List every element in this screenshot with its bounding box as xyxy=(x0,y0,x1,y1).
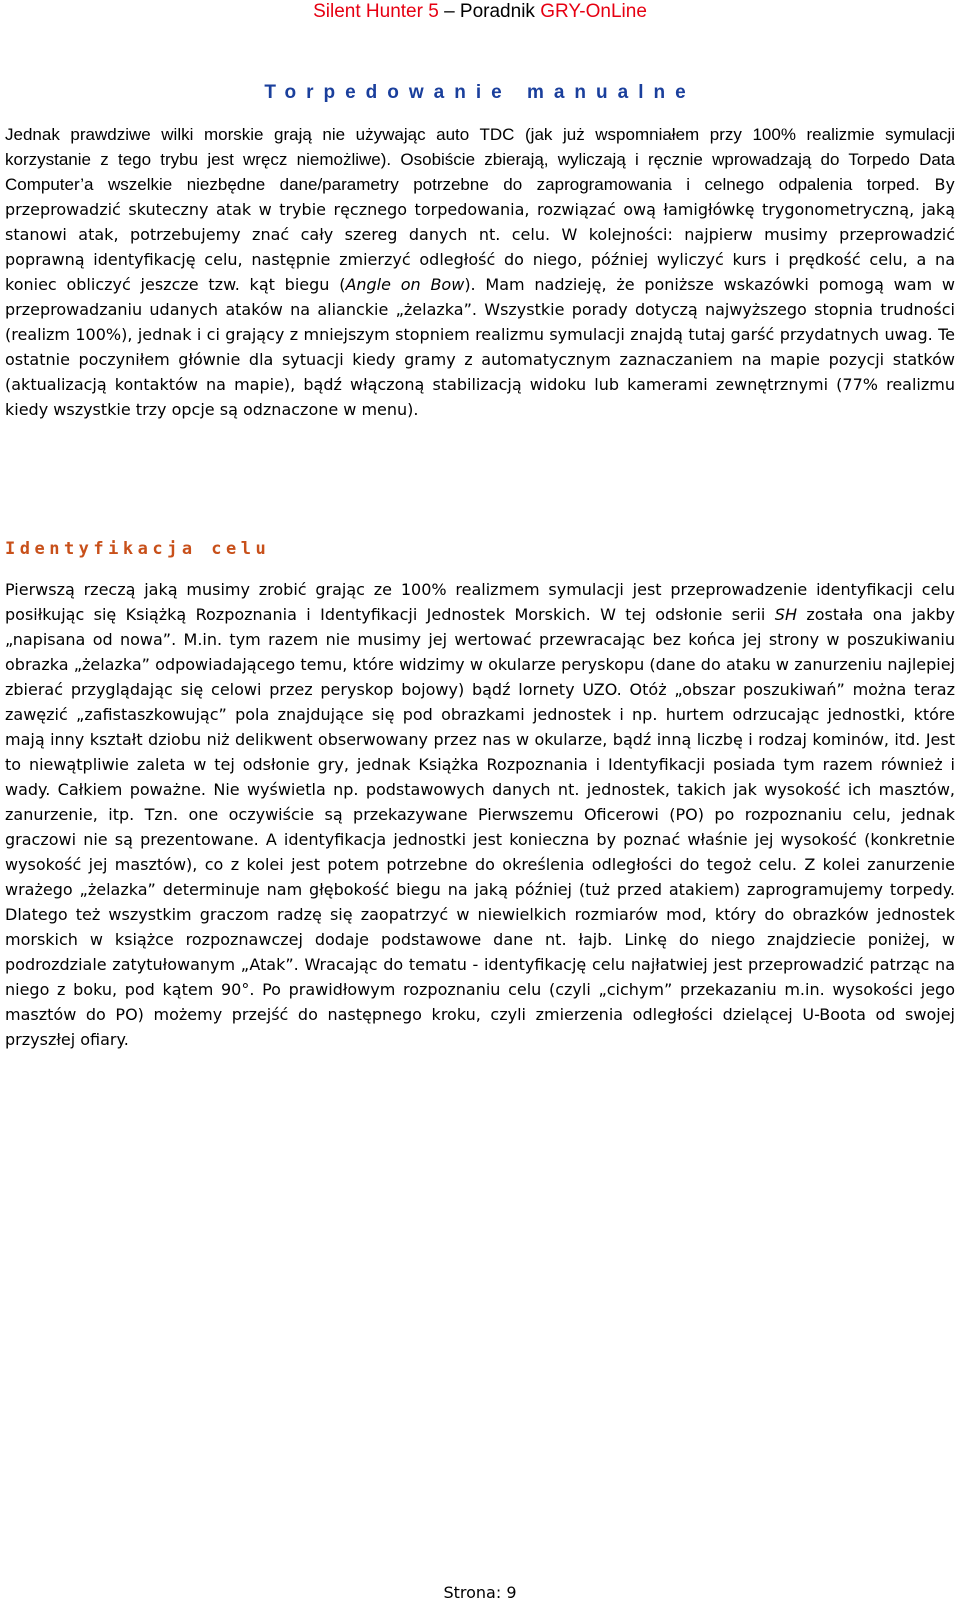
page-header xyxy=(0,0,960,24)
paragraph-text: Pierwszą rzeczą jaką musimy zrobić grając ze 100% realizmem symulacji jest przeprowadzenie identyfikacji celu posiłkując się Książką Rozpoznania i Identyfikacji Jednostek Morskich. W tej odsłonie serii xyxy=(5,580,955,624)
page-number: Strona: 9 xyxy=(443,1583,517,1602)
paragraph-manual-torpedo xyxy=(5,122,955,422)
section-heading-target-identification: Identyfikacja celu xyxy=(5,539,271,559)
paragraph-italic-term: Angle on Bow xyxy=(345,275,465,294)
paragraph-text: By przeprowadzić skuteczny atak w trybie ręcznego torpedowania, rozwiązać ową łamigłówkę trygonometryczną, jaką stanowi atak, potrzebujemy znać cały szereg danych nt. celu. W kolejności: najpierw musimy przeprowadzić poprawną identyfikację celu, następnie zmierzyć odległość do niego, później wyliczyć kurs i prędkość celu, a na koniec obliczyć jeszcze tzw. kąt biegu ( xyxy=(5,175,956,294)
game-title: Silent Hunter 5 xyxy=(313,1,439,22)
paragraph-text: ). Mam nadzieję, że poniższe wskazówki pomogą wam w przeprowadzaniu udanych ataków na alianckie „żelazka”. Wszystkie porady dotyczą najwyższego stopnia trudności (realizm 100%), jednak i ci grający z mniejszym stopniem realizmu symulacji znajdą tutaj garść przydatnych uwag. Te ostatnie poczyniłem głównie dla sytuacji kiedy gramy z automatycznym zaznaczaniem na mapie pozycji statków (aktualizacją kontaktów na mapie), bądź włączoną stabilizacją widoku lub kamerami zewnętrznymi (77% realizmu kiedy wszystkie trzy opcje są odznaczone w menu). xyxy=(5,275,955,419)
paragraph-italic-term: SH xyxy=(774,605,797,624)
paragraph-text: została ona jakby „napisana od nowa”. M.in. tym razem nie musimy jej wertować przewracając bez końca jej strony w poszukiwaniu obrazka „żelazka” odpowiadającego temu, które widzimy w okularze peryskopu (dane do ataku w zanurzeniu najlepiej zbierać przyglądając się celowi przez peryskop bojowy) bądź lornety UZO. Otóż „obszar poszukiwań” można teraz zawęzić „zafistaszkowując” pola znajdujące się pod obrazkami jednostek i np. hurtem odrzucając jednostki, które mają inny kształt dziobu niż delikwent obserwowany przez nas w okularze, bądź inną liczbę i rodzaj kominów, itd. Jest to niewątpliwie zaleta w tej odsłonie gry, jednak Książka Rozpoznania i Identyfikacji posiada tym razem również i wady. Całkiem poważne. Nie wyświetla np. podstawowych danych nt. jednostek, takich jak wysokość ich masztów, zanurzenie, itp. Tzn. one oczywiście są przekazywane Pierwszemu Oficerowi (PO) po rozpoznaniu celu, jednak graczowi nie są prezentowane. A identyfikacja jednostki jest konieczna by poznać właśnie jej wysokość (konkretnie wysokość jej masztów), co z kolei jest potem potrzebne do określenia odległości do tegoż celu. Z kolei zanurzenie wrażego „żelazka” determinuje nam głębokość biegu na jaką później (tuż przed atakiem) zaprogramujemy torpedy. Dlatego też wszystkim graczom radzę się zaopatrzyć w niewielkich rozmiarów mod, który do obrazków jednostek morskich w książce rozpoznawczej dodaje podstawowe dane nt. łajb. Linkę do niego znajdziecie poniżej, w podrozdziale zatytułowanym „Atak”. Wracając do tematu - identyfikację celu najłatwiej jest przeprowadzić patrząc na niego z boku, pod kątem 90°. Po prawidłowym rozpoznaniu celu (czyli „cichym” przekazaniu m.in. wysokości jego masztów do PO) możemy przejść do następnego kroku, czyli zmierzenia odległości dzielącej U-Boota od swojej przyszłej ofiary. xyxy=(5,605,955,1049)
paragraph-target-identification xyxy=(5,577,955,1052)
section-heading-manual-torpedo: Torpedowanie manualne xyxy=(264,82,696,103)
paragraph-text: Jednak prawdziwe wilki morskie grają nie używając auto TDC (jak już wspomniałem przy 100% realizmie symulacji korzystanie z tego trybu jest wręcz niemożliwe). Osobiście zbierają, wyliczają i ręcznie wprowadzają do Torpedo Data Computer’a wszelkie niezbędne dane/parametry potrzebne do zaprogramowania i celnego odpalenia torped. xyxy=(5,125,955,194)
header-separator: – Poradnik xyxy=(438,1,541,22)
site-name: GRY-OnLine xyxy=(540,1,647,22)
